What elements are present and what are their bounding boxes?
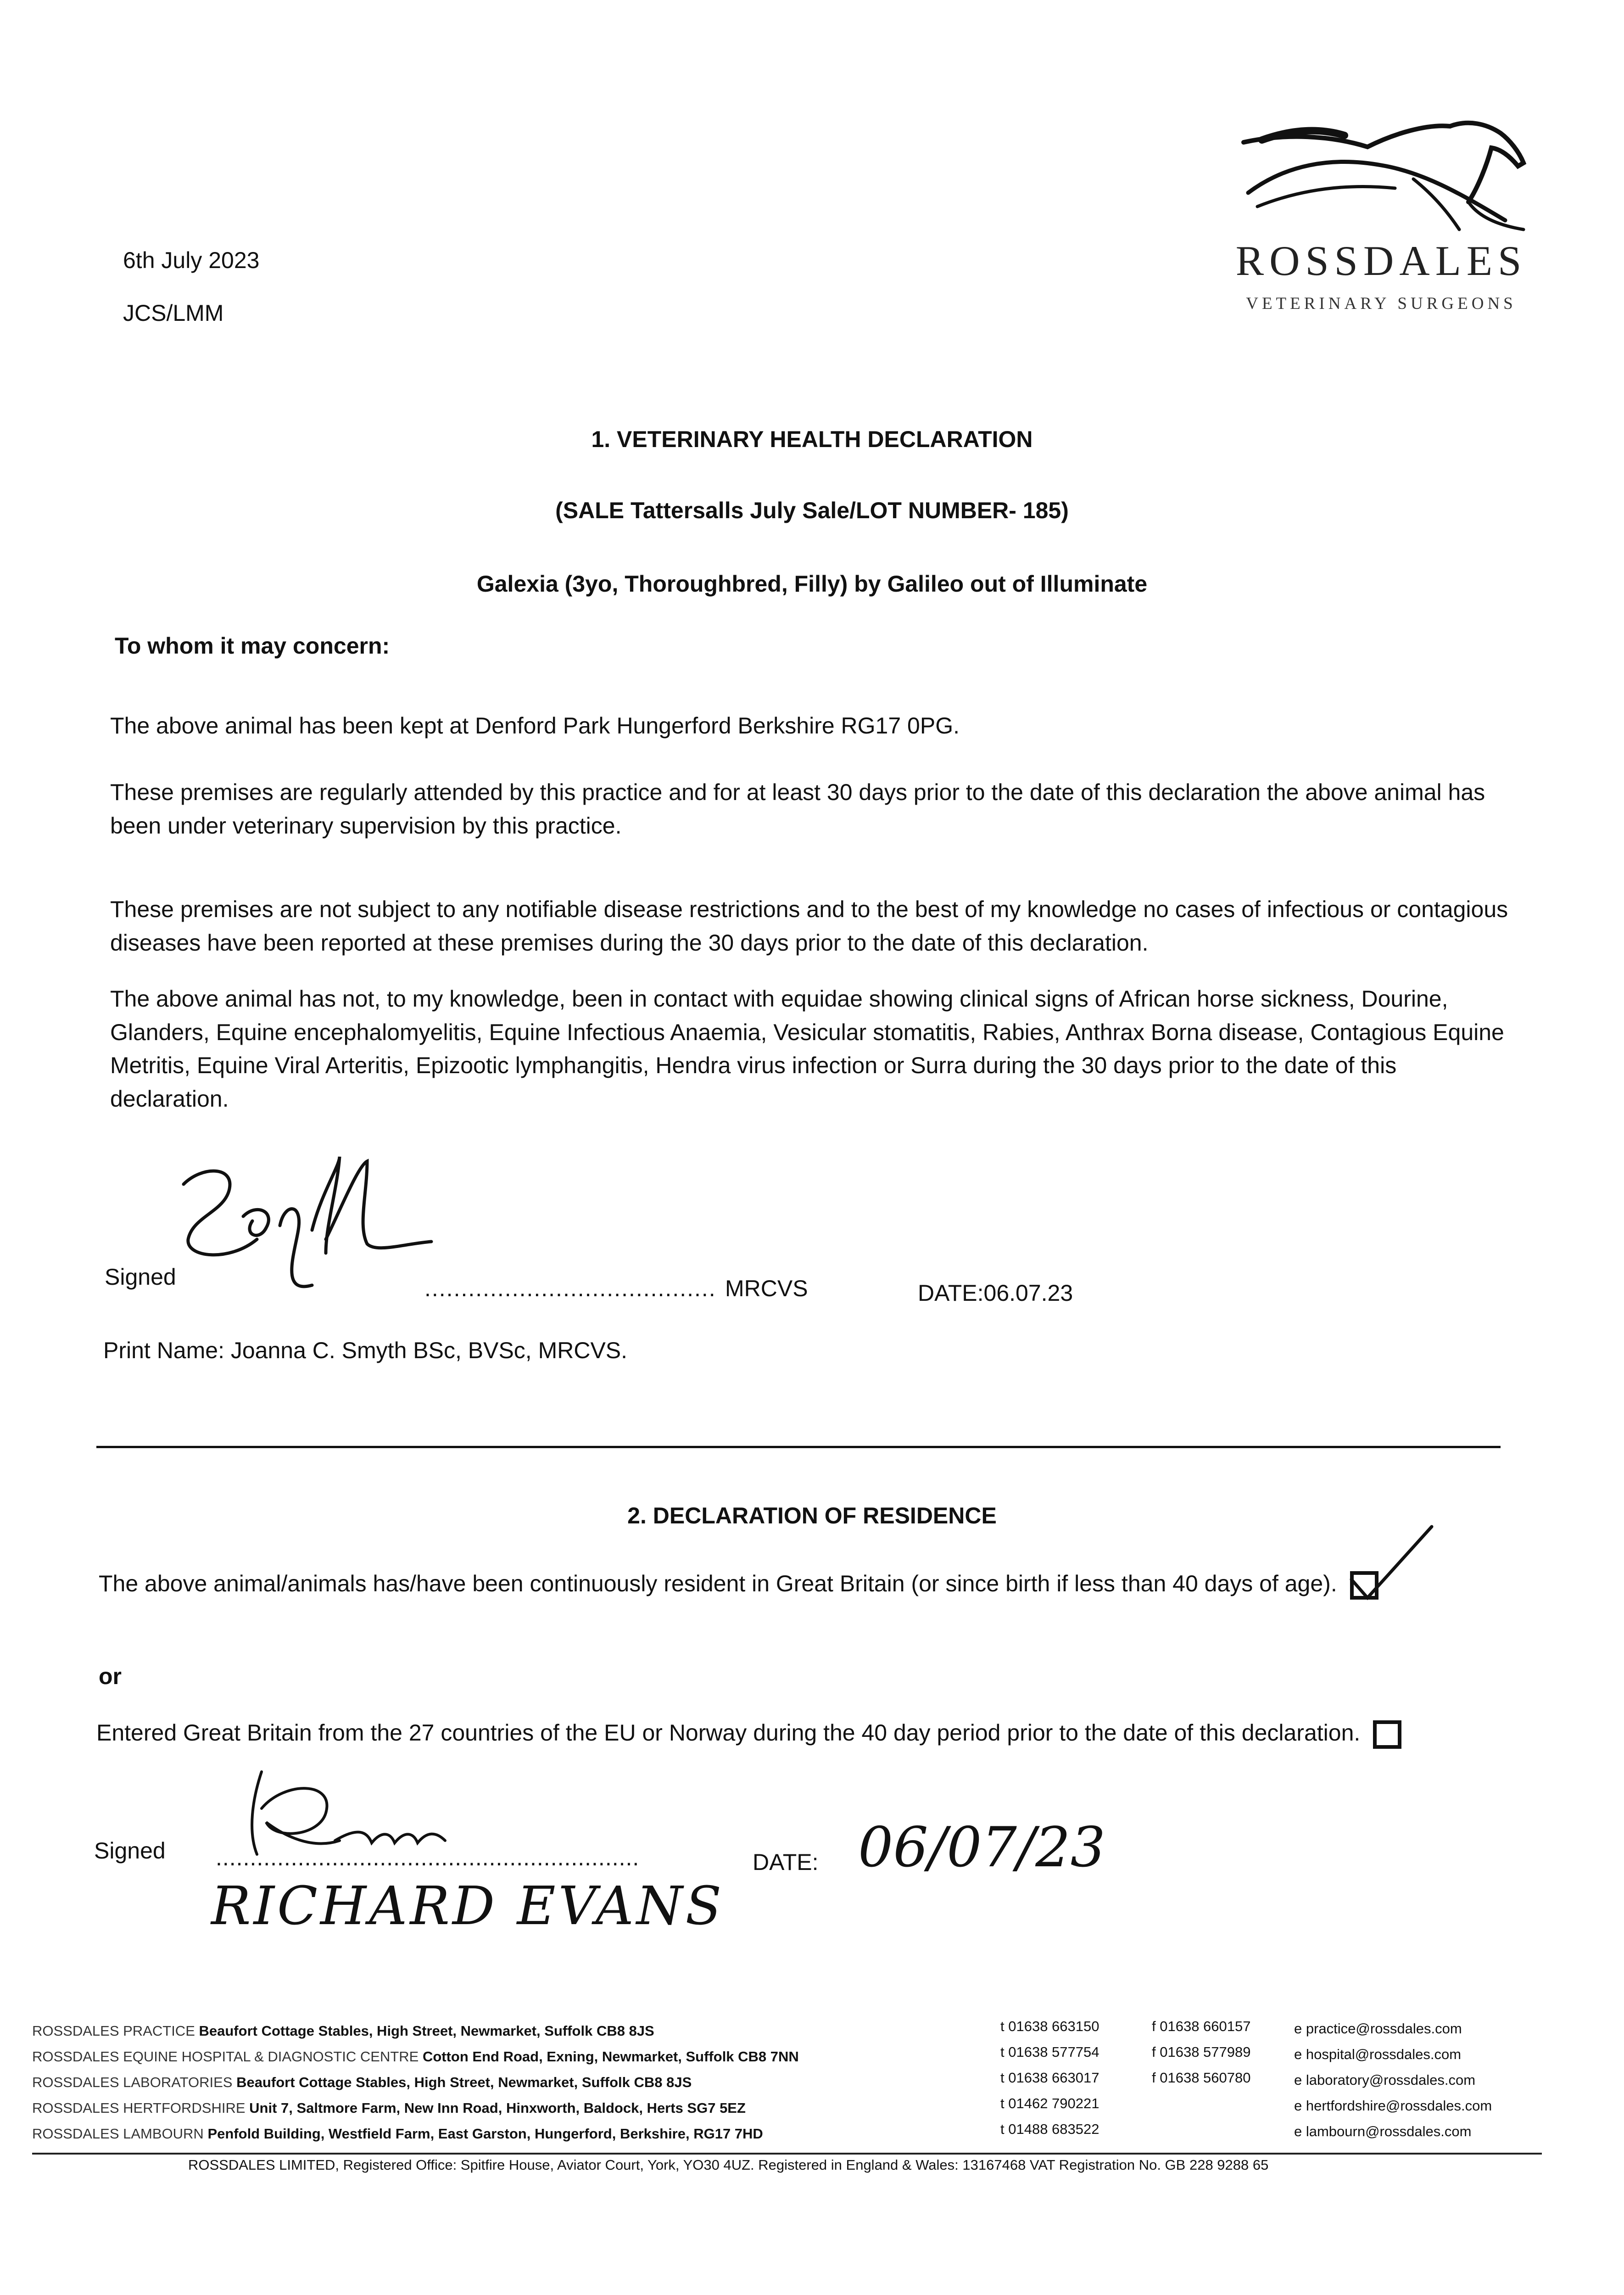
footer-name: ROSSDALES LABORATORIES	[32, 2074, 233, 2090]
date-label-2: DATE:	[753, 1849, 819, 1875]
footer-row-practice	[32, 2022, 654, 2040]
footer-email: e practice@rossdales.com	[1294, 2021, 1462, 2037]
residence-option-2	[96, 1707, 1510, 1758]
logo-tagline: VETERINARY SURGEONS	[1246, 294, 1517, 313]
footer-phone: t 01638 577754	[1000, 2044, 1099, 2060]
footer-address: Penfold Building, Westfield Farm, East Garston, Hungerford, Berkshire, RG17 7HD	[207, 2126, 763, 2142]
footer-email: e hospital@rossdales.com	[1294, 2046, 1462, 2062]
paragraph-supervision: These premises are regularly attended by this practice and for at least 30 days prior to the date of this declaration the above animal has been under veterinary supervision by this practice.	[110, 779, 1485, 839]
footer-phone: t 01488 683522	[1000, 2121, 1099, 2137]
letter-date: 6th July 2023	[123, 247, 260, 273]
declaration-date-1: DATE:06.07.23	[918, 1280, 1073, 1306]
signed-label-2: Signed	[94, 1838, 166, 1864]
mrcvs-label: MRCVS	[725, 1276, 808, 1301]
checkmark-icon	[1349, 1524, 1436, 1607]
footer-row-laboratories	[32, 2073, 692, 2092]
footer-row-hospital	[32, 2048, 799, 2066]
footer-phone: t 01638 663150	[1000, 2018, 1099, 2034]
sale-lot-line: (SALE Tattersalls July Sale/LOT NUMBER- 185)	[555, 498, 1069, 523]
footer-name: ROSSDALES HERTFORDSHIRE	[32, 2100, 246, 2116]
signature-line-1: ........................................	[424, 1276, 716, 1301]
footer-address: Cotton End Road, Exning, Newmarket, Suffolk CB8 7NN	[422, 2049, 799, 2065]
footer-address: Beaufort Cottage Stables, High Street, Newmarket, Suffolk CB8 8JS	[236, 2074, 692, 2090]
section2-title: 2. DECLARATION OF RESIDENCE	[627, 1503, 997, 1528]
paragraph-disease-restrictions: These premises are not subject to any notifiable disease restrictions and to the best of my knowledge no cases of infectious or contagious diseases have been reported at these premises during the 30 days prior to the date of this declaration.	[110, 896, 1508, 956]
paragraph-contact: The above animal has not, to my knowledge, been in contact with equidae showing clinical signs of African horse sickness, Dourine, Glanders, Equine encephalomyelitis, Equine Infectious Anaemia, Vesicular stomatitis, Rabies, Anthrax Borna disease, Contagious Equine Metritis, Equine Viral Arteritis, Epizootic lymphangitis, Hendra virus infection or Surra during the 30 days prior to the date of this declaration.	[110, 986, 1504, 1112]
residence-checkbox-unchecked[interactable]	[1373, 1720, 1401, 1749]
footer-name: ROSSDALES PRACTICE	[32, 2023, 195, 2039]
footer-name: ROSSDALES LAMBOURN	[32, 2126, 204, 2142]
letter-reference: JCS/LMM	[123, 300, 224, 326]
footer-phone: t 01462 790221	[1000, 2095, 1099, 2111]
horse-logo-icon	[1230, 115, 1533, 234]
footer-phone: t 01638 663017	[1000, 2070, 1099, 2086]
footer-fax: f 01638 577989	[1152, 2044, 1251, 2060]
footer-address: Unit 7, Saltmore Farm, New Inn Road, Hinxworth, Baldock, Herts SG7 5EZ	[249, 2100, 746, 2116]
footer-divider	[32, 2153, 1542, 2155]
footer-fax: f 01638 560780	[1152, 2070, 1251, 2086]
footer-email: e lambourn@rossdales.com	[1294, 2123, 1472, 2139]
residence-checkbox-checked[interactable]	[1350, 1571, 1378, 1600]
or-separator: or	[99, 1663, 122, 1689]
residence-option-1-text: The above animal/animals has/have been continuously resident in Great Britain (or since birth if less than 40 days of age).	[99, 1571, 1337, 1596]
signature-vet	[174, 1148, 441, 1299]
footer-name: ROSSDALES EQUINE HOSPITAL & DIAGNOSTIC CENTRE	[32, 2049, 419, 2065]
rossdales-logo	[1230, 115, 1533, 330]
footer-address: Beaufort Cottage Stables, High Street, Newmarket, Suffolk CB8 8JS	[199, 2023, 654, 2039]
section1-title: 1. VETERINARY HEALTH DECLARATION	[591, 426, 1033, 452]
footer-email: e laboratory@rossdales.com	[1294, 2072, 1476, 2088]
footer-row-lambourn	[32, 2125, 763, 2143]
handwritten-date: 06/07/23	[858, 1816, 1105, 1880]
print-name: Print Name: Joanna C. Smyth BSc, BVSc, MRCVS.	[103, 1338, 628, 1363]
footer-fax: f 01638 660157	[1152, 2018, 1251, 2034]
residence-option-2-text: Entered Great Britain from the 27 countries of the EU or Norway during the 40 day period prior to the date of this declaration.	[96, 1720, 1361, 1746]
horse-description: Galexia (3yo, Thoroughbred, Filly) by Galileo out of Illuminate	[476, 571, 1148, 597]
signature-line-2: ..............................................................	[216, 1845, 640, 1870]
greeting: To whom it may concern:	[115, 633, 390, 659]
signed-label-1: Signed	[105, 1264, 176, 1290]
section-divider	[96, 1446, 1501, 1448]
footer-row-hertfordshire	[32, 2099, 746, 2117]
residence-option-1	[99, 1558, 1512, 1609]
logo-wordmark: ROSSDALES	[1235, 237, 1527, 284]
paragraph-premises: The above animal has been kept at Denford Park Hungerford Berkshire RG17 0PG.	[110, 713, 960, 739]
handwritten-name: RICHARD EVANS	[211, 1875, 725, 1937]
footer-registered-office: ROSSDALES LIMITED, Registered Office: Spitfire House, Aviator Court, York, YO30 4UZ. Registered in England & Wales: 13167468 VAT Registration No. GB 228 9288 65	[188, 2157, 1269, 2173]
footer-email: e hertfordshire@rossdales.com	[1294, 2098, 1492, 2114]
